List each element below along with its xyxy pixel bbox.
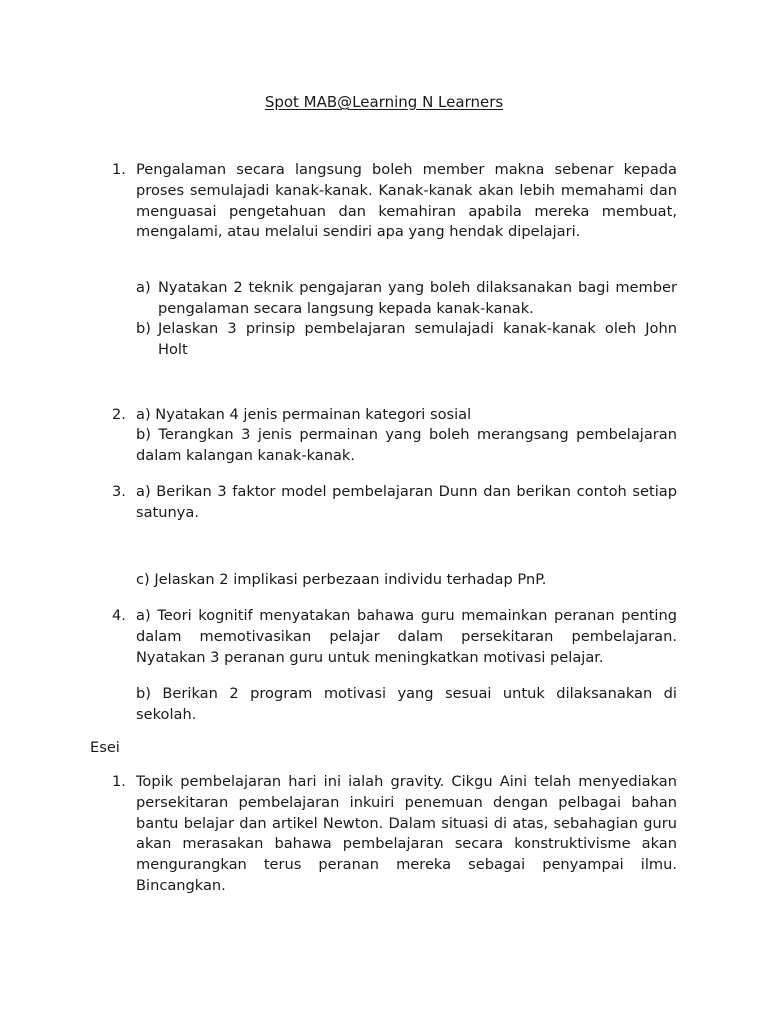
q2-a-text: a) Nyatakan 4 jenis permainan kategori sosial [136,406,472,423]
q2-number: 2. [112,406,126,423]
q1-a-label: a) [136,279,151,296]
q4-number: 4. [112,607,126,624]
esei-heading: Esei [90,739,120,756]
q3-number: 3. [112,483,126,500]
q4-b-text: b) Berikan 2 program motivasi yang sesuai untuk dilaksanakan di sekolah. [136,685,677,723]
q4-a-text: a) Teori kognitif menyatakan bahawa guru memainkan peranan penting dalam memotivasikan pelajar dalam persekitaran pembelajaran. Nyatakan 3 peranan guru untuk meningkatkan motivasi pelajar. [136,607,677,666]
q1-text: Pengalaman secara langsung boleh member makna sebenar kepada proses semulajadi kanak-kanak. Kanak-kanak akan lebih memahami dan menguasai pengetahuan dan kemahiran apabila mereka membuat, mengalami, atau melalui sendiri apa yang hendak dipelajari. [136,161,677,241]
q2-b-text: b) Terangkan 3 jenis permainan yang boleh merangsang pembelajaran dalam kalangan kanak-kanak. [136,426,677,464]
q1-b-label: b) [136,320,151,337]
q1-b-text: Jelaskan 3 prinsip pembelajaran semulajadi kanak-kanak oleh John Holt [158,320,677,358]
esei-q1-text: Topik pembelajaran hari ini ialah gravity. Cikgu Aini telah menyediakan persekitaran pembelajaran inkuiri penemuan dengan pelbagai bahan bantu belajar dan artikel Newton. Dalam situasi di atas, sebahagian guru akan merasakan bahawa pembelajaran secara konstruktivisme akan mengurangkan terus peranan mereka sebagai penyampai ilmu. Bincangkan. [136,773,677,894]
q1-a-text: Nyatakan 2 teknik pengajaran yang boleh dilaksanakan bagi member pengalaman secara langsung kepada kanak-kanak. [158,279,677,317]
q3-a-text: a) Berikan 3 faktor model pembelajaran Dunn dan berikan contoh setiap satunya. [136,483,677,521]
q1-number: 1. [112,161,126,178]
page-title: Spot MAB@Learning N Learners [264,93,504,111]
q3-c-text: c) Jelaskan 2 implikasi perbezaan individu terhadap PnP. [136,571,547,588]
esei-q1-number: 1. [112,773,126,790]
